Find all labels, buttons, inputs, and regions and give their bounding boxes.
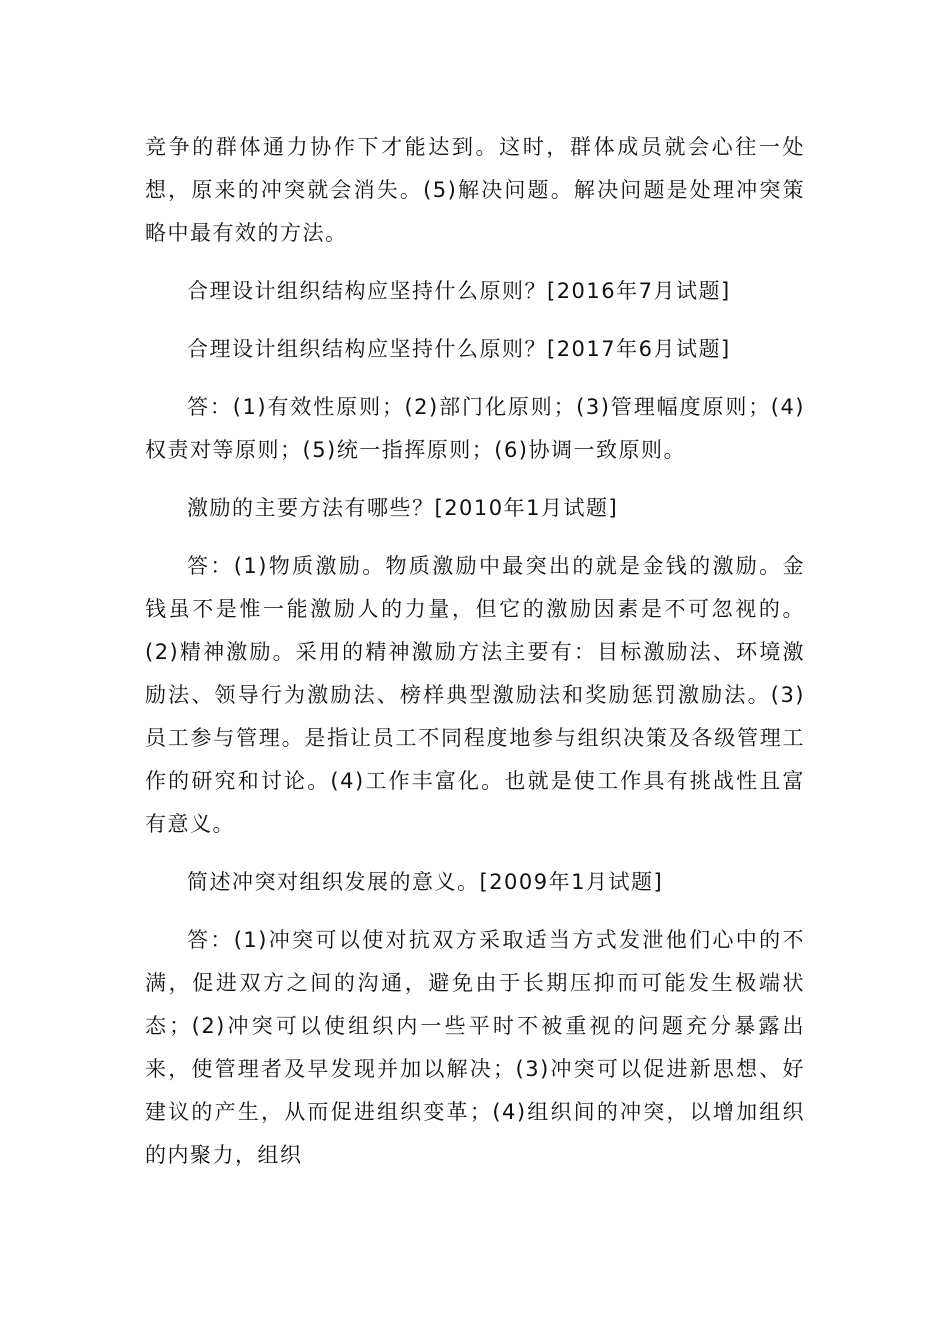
paragraph-continuation: 竞争的群体通力协作下才能达到。这时，群体成员就会心往一处想，原来的冲突就会消失。(5)解决问题。解决问题是处理冲突策略中最有效的方法。 bbox=[145, 135, 805, 245]
document-body bbox=[145, 126, 805, 1177]
question-heading: 激励的主要方法有哪些？[2010年1月试题] bbox=[187, 496, 619, 520]
question-heading: 简述冲突对组织发展的意义。[2009年1月试题] bbox=[187, 870, 664, 894]
question-heading: 合理设计组织结构应坚持什么原则？[2017年6月试题] bbox=[187, 337, 731, 361]
question-heading: 合理设计组织结构应坚持什么原则？[2016年7月试题] bbox=[187, 279, 731, 303]
answer-paragraph: 答：(1)物质激励。物质激励中最突出的就是金钱的激励。金钱虽不是惟一能激励人的力量，但它的激励因素是不可忽视的。(2)精神激励。采用的精神激励方法主要有：目标激励法、环境激励法、领导行为激励法、榜样典型激励法和奖励惩罚激励法。(3)员工参与管理。是指让员工不同程度地参与组织决策及各级管理工作的研究和讨论。(4)工作丰富化。也就是使工作具有挑战性且富有意义。 bbox=[145, 554, 805, 836]
answer-paragraph: 答：(1)有效性原则；(2)部门化原则；(3)管理幅度原则；(4)权责对等原则；(5)统一指挥原则；(6)协调一致原则。 bbox=[145, 395, 805, 462]
answer-paragraph: 答：(1)冲突可以使对抗双方采取适当方式发泄他们心中的不满，促进双方之间的沟通，避免由于长期压抑而可能发生极端状态；(2)冲突可以使组织内一些平时不被重视的问题充分暴露出来，使管理者及早发现并加以解决；(3)冲突可以促进新思想、好建议的产生，从而促进组织变革；(4)组织间的冲突，以增加组织的内聚力，组织 bbox=[145, 928, 805, 1167]
